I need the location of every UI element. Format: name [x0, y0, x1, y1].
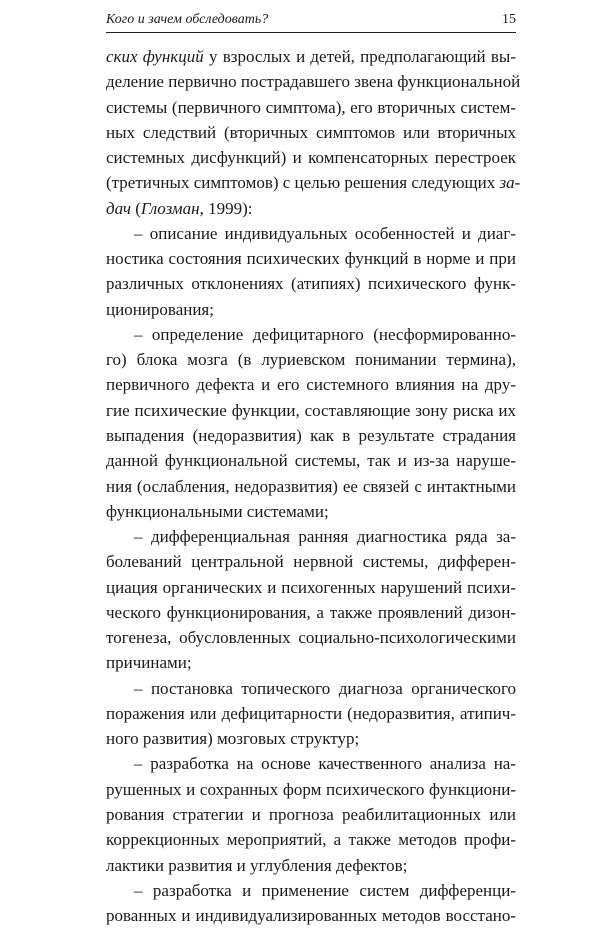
text-run: коррекционных мероприятий, а также методов профи-	[106, 830, 516, 850]
text-line	[106, 827, 516, 852]
text-run: данной функциональной системы, так и из-за наруше-	[106, 451, 516, 471]
text-run: го) блока мозга (в луриевском понимании термина),	[106, 350, 516, 370]
text-line	[106, 347, 516, 372]
text-run: у взрослых и детей, предполагающий вы-	[203, 47, 516, 66]
italic-text: ских функций	[106, 47, 204, 66]
text-line	[106, 751, 516, 776]
text-run: ческого функционирования, а также проявлений дизон-	[106, 602, 516, 622]
text-run: ния (ослабления, недоразвития) ее связей с интактными	[106, 476, 516, 496]
text-run: циация органических и психогенных нарушений психи-	[106, 577, 516, 597]
text-run: системы (первичного симптома), его вторичных систем-	[106, 97, 516, 117]
running-header	[106, 8, 516, 33]
text-line	[106, 549, 516, 574]
text-line	[106, 777, 516, 802]
text-line	[106, 650, 516, 675]
text-line	[106, 372, 516, 397]
text-run: – постановка топического диагноза органического	[134, 678, 516, 698]
text-run: первичного дефекта и его системного влияния на дру-	[106, 375, 516, 395]
text-line	[106, 246, 516, 271]
text-run: выпадения (недоразвития) как в результате страдания	[106, 425, 516, 445]
text-line	[106, 44, 516, 69]
text-run: – определение дефицитарного (несформированно-	[134, 324, 516, 344]
text-run: гие психические функции, составляющие зону риска их	[106, 400, 516, 420]
text-run: ционирования;	[106, 299, 214, 319]
text-line	[106, 878, 516, 903]
italic-text: за-	[499, 173, 521, 193]
text-line	[106, 297, 516, 322]
italic-text: Глозман	[140, 198, 200, 218]
text-run: – дифференциальная ранняя диагностика ряда за-	[134, 527, 516, 547]
text-run: ных следствий (вторичных симптомов или вторичных	[106, 122, 516, 142]
text-line	[106, 145, 516, 170]
text-run: болеваний центральной нервной системы, дифферен-	[106, 552, 516, 572]
running-head-title: Кого и зачем обследовать?	[106, 12, 269, 27]
text-run: (третичных симптомов) с целью решения следующих	[106, 173, 500, 193]
text-run: – описание индивидуальных особенностей и диаг-	[134, 223, 516, 243]
text-run: системных дисфункций) и компенсаторных перестроек	[106, 148, 516, 168]
text-line	[106, 903, 516, 928]
text-line	[106, 398, 516, 423]
italic-text: дач	[106, 198, 131, 218]
text-line	[106, 69, 521, 94]
text-run: лактики развития и углубления дефектов;	[106, 855, 408, 875]
text-line	[106, 600, 516, 625]
text-run: рования стратегии и прогноза реабилитационных или	[106, 804, 516, 824]
text-run: – разработка на основе качественного анализа на-	[134, 754, 516, 774]
text-line	[106, 802, 516, 827]
text-run: (	[131, 198, 141, 218]
text-line	[106, 853, 516, 878]
text-line	[106, 423, 516, 448]
text-line	[106, 95, 516, 120]
text-line	[106, 499, 516, 524]
text-line	[106, 625, 516, 650]
text-run: функциональными системами;	[106, 501, 329, 521]
page-number: 15	[502, 12, 516, 27]
text-line	[106, 170, 521, 195]
text-line	[106, 575, 516, 600]
text-line	[106, 726, 516, 751]
text-run: различных отклонениях (атипиях) психического функ-	[106, 274, 516, 294]
text-line	[106, 196, 516, 221]
text-line	[106, 448, 516, 473]
text-run: поражения или дефицитарности (недоразвития, атипич-	[106, 703, 516, 723]
text-line	[106, 474, 516, 499]
text-run: тогенеза, обусловленных социально-психологическими	[106, 628, 516, 648]
text-line	[106, 524, 516, 549]
text-line	[106, 322, 516, 347]
body-text	[106, 44, 521, 928]
text-line	[106, 120, 516, 145]
text-run: , 1999):	[199, 198, 253, 218]
text-run: причинами;	[106, 653, 192, 673]
text-line	[106, 271, 516, 296]
text-line	[106, 701, 516, 726]
text-run: – разработка и применение систем дифференци-	[134, 880, 516, 900]
text-run: рованных и индивидуализированных методов восстано-	[106, 906, 516, 926]
text-run: ного развития) мозговых структур;	[106, 729, 360, 749]
text-run: деление первично пострадавшего звена функциональной	[106, 72, 521, 92]
text-line	[106, 221, 516, 246]
text-run: рушенных и сохранных форм психического функциони-	[106, 779, 516, 799]
text-run: ностика состояния психических функций в норме и при	[106, 249, 516, 269]
text-line	[106, 676, 516, 701]
